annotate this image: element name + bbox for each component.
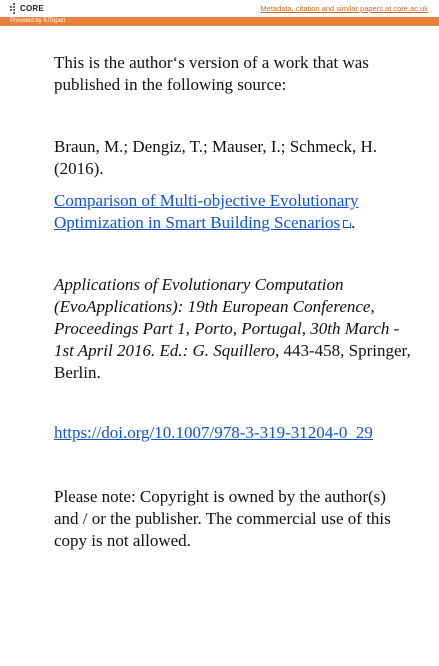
core-header-bar <box>0 0 439 17</box>
core-metadata-link[interactable]: Metadata, citation and similar papers at core.ac.uk <box>260 4 428 13</box>
title-paragraph <box>54 190 414 234</box>
title-link-text: Comparison of Multi-objective Evolutionary Optimization in Smart Building Scenarios <box>54 191 359 232</box>
venue-rest: , 443-458, Springer, Berlin. <box>54 341 411 382</box>
provided-by-bar <box>0 17 439 26</box>
external-link-icon <box>343 220 351 228</box>
doi-link[interactable]: https://doi.org/10.1007/978-3-319-31204-0_29 <box>54 423 373 442</box>
intro-text: This is the author‘s version of a work that was published in the following source: <box>54 53 369 94</box>
doi-paragraph <box>54 422 373 444</box>
venue-italic: Applications of Evolutionary Computation (EvoApplications): 19th European Conference, Proceedings Part 1, Porto, Portugal, 30th March - 1st April 2016. Ed.: G. Squillero <box>54 275 400 360</box>
core-logo-icon <box>10 3 18 15</box>
title-suffix: . <box>351 213 356 232</box>
title-link[interactable] <box>54 191 359 232</box>
provided-by-text: Provided by KITopen <box>10 18 66 24</box>
copyright-note: Please note: Copyright is owned by the author(s) and / or the publisher. The commercial use of this copy is not allowed. <box>54 487 391 550</box>
core-logo-text: CORE <box>20 4 44 13</box>
core-logo[interactable] <box>10 1 44 16</box>
venue-paragraph <box>54 274 414 384</box>
authors-text: Braun, M.; Dengiz, T.; Mauser, I.; Schmeck, H. (2016). <box>54 137 378 178</box>
